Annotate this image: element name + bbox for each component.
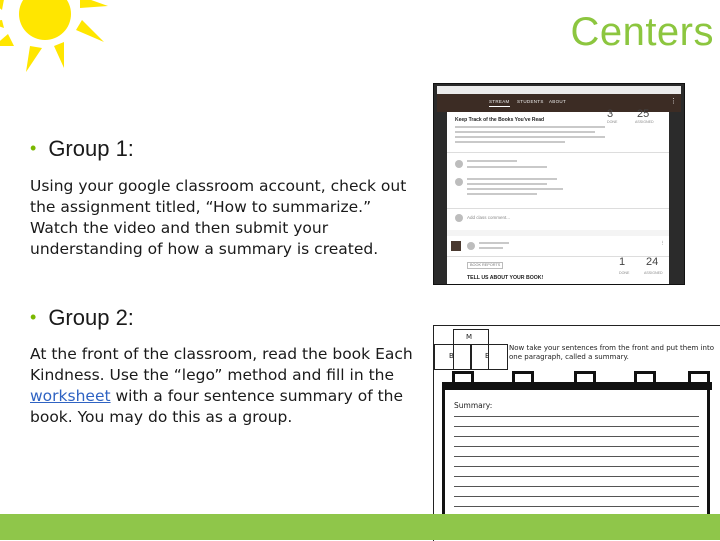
avatar <box>467 242 475 250</box>
end-box <box>470 344 508 370</box>
card1-stat2-value: 25 <box>637 108 650 120</box>
group1-heading-text: Group 1: <box>48 136 134 161</box>
more-icon: ⋮ <box>670 98 677 105</box>
card1-stat2-label: ASSIGNED <box>635 120 654 124</box>
classroom-content <box>447 108 669 284</box>
text-line <box>467 160 517 162</box>
group2-line: At the front of the classroom, read the book Each <box>30 345 413 363</box>
avatar <box>455 178 463 186</box>
card2-stat1-label: DONE <box>619 271 630 275</box>
group2-line-rest: with a four sentence summary of the <box>110 387 404 405</box>
card1-title: Keep Track of the Books You've Read <box>455 117 545 123</box>
avatar <box>455 160 463 168</box>
worksheet-instructions: Now take your sentences from the front and put them into one paragraph, called a summary. <box>509 344 714 361</box>
text-line <box>455 126 605 128</box>
lego-worksheet <box>433 325 720 541</box>
tab-students: STUDENTS <box>517 99 544 104</box>
group1-body <box>30 176 406 260</box>
writing-line <box>454 476 699 477</box>
text-line <box>455 131 595 133</box>
writing-line <box>454 436 699 437</box>
group2-heading <box>30 305 134 331</box>
group2-line: Kindness. Use the “lego” method and fill in the <box>30 366 395 384</box>
group1-line: the assignment titled, “How to summarize.” <box>30 198 372 216</box>
slide-title: Centers <box>570 10 714 54</box>
tab-stream: STREAM <box>489 99 510 104</box>
group1-line: Using your google classroom account, check out <box>30 177 407 195</box>
bullet-icon: • <box>30 307 37 327</box>
card2-stat2-value: 24 <box>646 256 659 268</box>
divider <box>447 208 669 209</box>
text-line <box>467 188 563 190</box>
group1-heading <box>30 136 134 162</box>
text-line <box>467 166 547 168</box>
lego-top-bar <box>442 382 712 390</box>
group1-line: understanding of how a summary is created. <box>30 240 379 258</box>
group1-line: Watch the video and then submit your <box>30 219 329 237</box>
writing-line <box>454 446 699 447</box>
divider <box>447 152 669 153</box>
assignment-card <box>447 108 669 230</box>
group2-heading-text: Group 2: <box>48 305 134 330</box>
writing-line <box>454 416 699 417</box>
writing-line <box>454 486 699 487</box>
e-label: E <box>485 352 490 360</box>
b-label: B <box>449 352 454 360</box>
assignment-icon <box>451 241 461 251</box>
card1-stat1-value: 3 <box>607 108 614 120</box>
comment-input[interactable]: Add class comment... <box>467 215 511 220</box>
card2-title: TELL US ABOUT YOUR BOOK! <box>467 275 544 281</box>
classroom-screenshot <box>434 84 684 284</box>
writing-line <box>454 466 699 467</box>
footer-bar <box>0 514 720 540</box>
summary-label: Summary: <box>454 401 493 410</box>
group2-line <box>30 386 413 407</box>
browser-url-bar <box>437 86 681 94</box>
card2-stat1-value: 1 <box>619 256 626 268</box>
text-line <box>479 242 509 244</box>
tab-about: ABOUT <box>549 99 567 104</box>
m-label: M <box>466 333 473 341</box>
text-line <box>455 136 605 138</box>
topic-pill: BOOK REPORTS <box>467 262 503 269</box>
card1-stat1-label: DONE <box>607 120 618 124</box>
text-line <box>479 247 503 249</box>
assignment-card <box>447 236 669 284</box>
more-icon: ⋮ <box>660 240 665 245</box>
writing-line <box>454 496 699 497</box>
text-line <box>455 141 565 143</box>
text-line <box>467 183 547 185</box>
card2-stat2-label: ASSIGNED <box>644 271 663 275</box>
avatar <box>455 214 463 222</box>
bullet-icon: • <box>30 138 37 158</box>
group2-body <box>30 344 413 428</box>
beginning-box <box>434 344 472 370</box>
text-line <box>467 193 537 195</box>
text-line <box>467 178 557 180</box>
sun-decoration <box>0 0 110 90</box>
writing-line <box>454 426 699 427</box>
writing-line <box>454 506 699 507</box>
group2-line: book. You may do this as a group. <box>30 408 293 426</box>
divider <box>447 256 669 257</box>
worksheet-link[interactable]: worksheet <box>30 387 111 405</box>
writing-line <box>454 456 699 457</box>
